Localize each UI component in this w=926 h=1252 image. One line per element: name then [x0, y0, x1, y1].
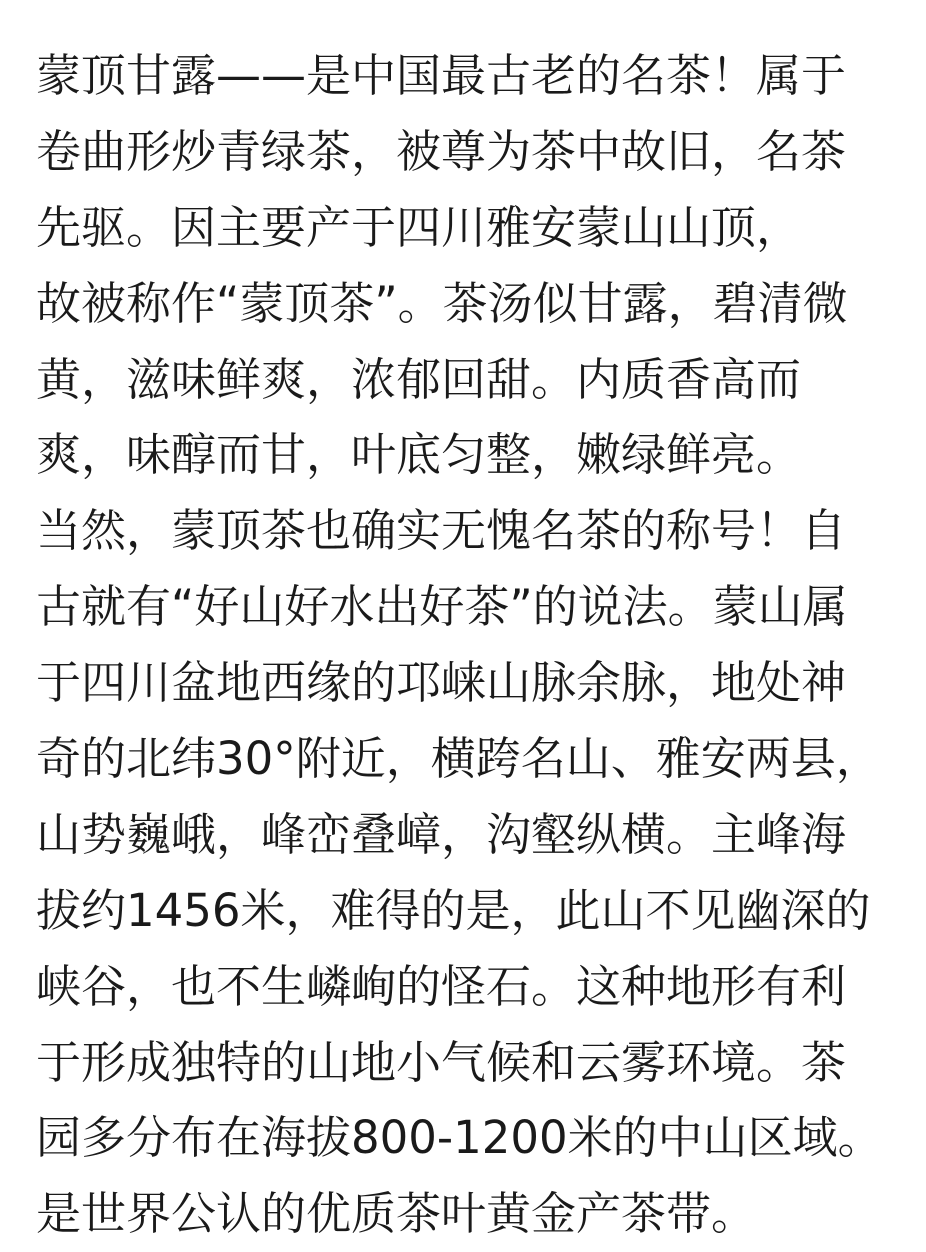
text-line: 拔约1456米，难得的是，此山不见幽深的 — [36, 883, 871, 937]
text-line: 爽，味醇而甘，叶底匀整，嫩绿鲜亮。 — [36, 428, 802, 482]
text-line: 于四川盆地西缘的邛崃山脉余脉，地处神 — [36, 656, 847, 710]
text-line: 卷曲形炒青绿茶，被尊为茶中故旧，名茶 — [36, 124, 847, 178]
text-line: 古就有“好山好水出好茶”的说法。蒙山属 — [36, 580, 848, 634]
text-line: 故被称作“蒙顶茶”。茶汤似甘露，碧清微 — [36, 276, 848, 330]
text-line: 山势巍峨，峰峦叠嶂，沟壑纵横。主峰海 — [36, 807, 847, 861]
text-line: 先驱。因主要产于四川雅安蒙山山顶， — [36, 200, 802, 254]
article-text — [36, 38, 916, 1252]
text-line: 奇的北纬30°附近，横跨名山、雅安两县， — [36, 732, 881, 786]
text-line: 于形成独特的山地小气候和云雾环境。茶 — [36, 1035, 847, 1089]
text-line: 园多分布在海拔800-1200米的中山区域。 — [36, 1111, 883, 1165]
text-line: 蒙顶甘露——是中国最古老的名茶！属于 — [36, 49, 847, 102]
text-line: 峡谷，也不生嶙峋的怪石。这种地形有利 — [36, 959, 847, 1013]
text-line: 是世界公认的优质茶叶黄金产茶带。 — [36, 1187, 757, 1241]
text-line: 当然，蒙顶茶也确实无愧名茶的称号！自 — [36, 504, 847, 558]
text-line: 黄，滋味鲜爽，浓郁回甜。内质香高而 — [36, 352, 802, 406]
